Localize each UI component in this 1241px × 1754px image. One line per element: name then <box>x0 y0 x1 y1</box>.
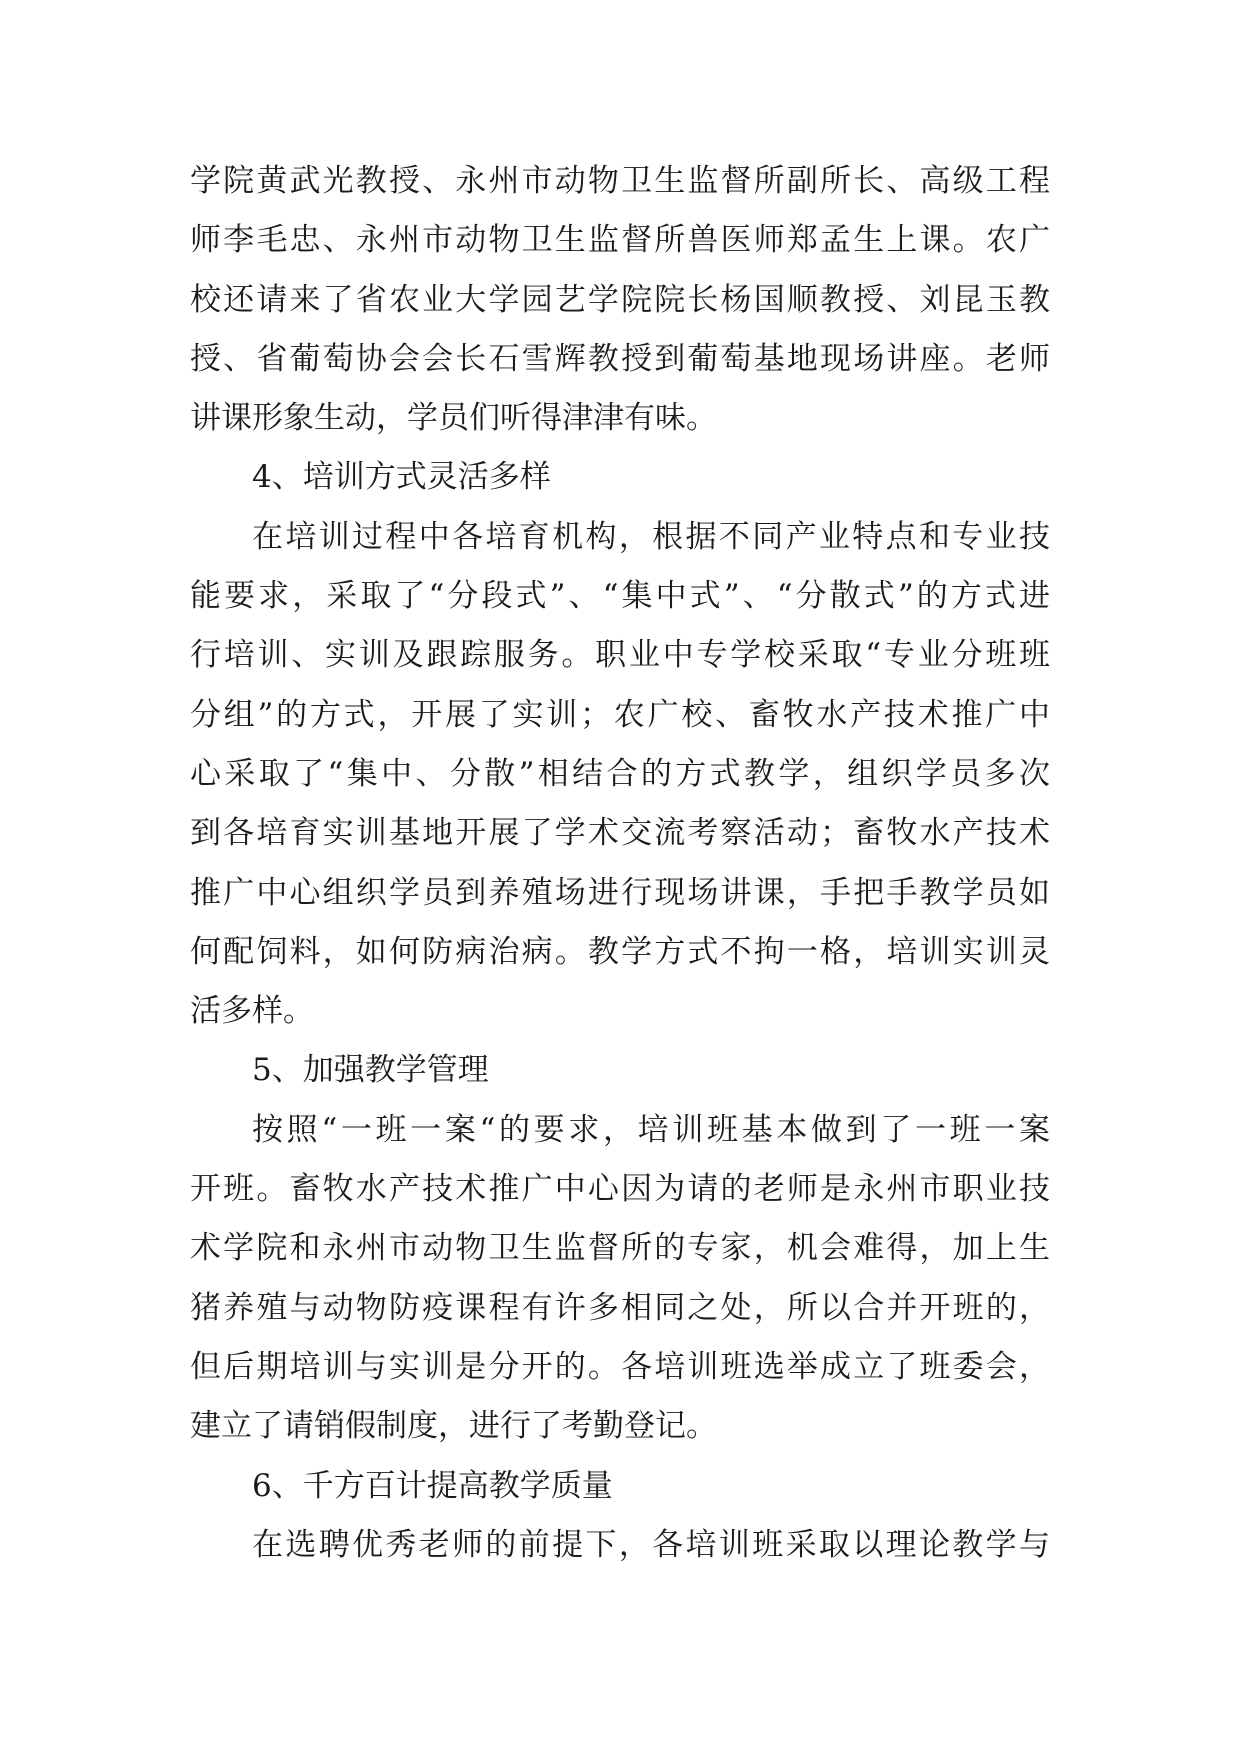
paragraph-teaching-quality <box>190 1516 1050 1575</box>
text-line: 在选聘优秀老师的前提下，各培训班采取以理论教学与 <box>252 1526 1050 1563</box>
text-line: 但后期培训与实训是分开的。各培训班选举成立了班委会， <box>190 1348 1050 1385</box>
text-line: 开班。畜牧水产技术推广中心因为请的老师是永州市职业技 <box>190 1171 1050 1208</box>
document-body <box>190 152 1050 1575</box>
text-line: 猪养殖与动物防疫课程有许多相同之处，所以合并开班的， <box>190 1289 1050 1326</box>
section-heading-5 <box>190 1041 1050 1100</box>
text-line: 在培训过程中各培育机构，根据不同产业特点和专业技 <box>252 518 1050 555</box>
text-line: 建立了请销假制度，进行了考勤登记。 <box>190 1408 717 1445</box>
text-line: 能要求，采取了“分段式”、“集中式”、“分散式”的方式进 <box>190 578 1050 615</box>
section-heading-4 <box>190 448 1050 507</box>
paragraph-teaching-management <box>190 1101 1050 1457</box>
text-line: 学院黄武光教授、永州市动物卫生监督所副所长、高级工程 <box>190 163 1050 199</box>
text-line: 授、省葡萄协会会长石雪辉教授到葡萄基地现场讲座。老师 <box>190 340 1050 377</box>
heading-text: 4、培训方式灵活多样 <box>252 459 551 496</box>
paragraph-continuation <box>190 152 1050 448</box>
text-line: 校还请来了省农业大学园艺学院院长杨国顺教授、刘昆玉教 <box>190 281 1050 318</box>
paragraph-training-methods <box>190 508 1050 1042</box>
text-line: 活多样。 <box>190 993 314 1030</box>
text-line: 术学院和永州市动物卫生监督所的专家，机会难得，加上生 <box>190 1230 1050 1267</box>
text-line: 讲课形象生动，学员们听得津津有味。 <box>190 400 717 437</box>
heading-text: 5、加强教学管理 <box>252 1052 489 1089</box>
text-line: 何配饲料，如何防病治病。教学方式不拘一格，培训实训灵 <box>190 933 1050 970</box>
text-line: 师李毛忠、永州市动物卫生监督所兽医师郑孟生上课。农广 <box>190 222 1050 259</box>
text-line: 行培训、实训及跟踪服务。职业中专学校采取“专业分班班 <box>190 637 1050 674</box>
text-line: 按照“一班一案“的要求，培训班基本做到了一班一案 <box>252 1111 1050 1148</box>
text-line: 推广中心组织学员到养殖场进行现场讲课，手把手教学员如 <box>190 874 1050 911</box>
text-line: 心采取了“集中、分散”相结合的方式教学，组织学员多次 <box>190 755 1050 792</box>
heading-text: 6、千方百计提高教学质量 <box>252 1467 613 1504</box>
section-heading-6 <box>190 1457 1050 1516</box>
text-line: 到各培育实训基地开展了学术交流考察活动；畜牧水产技术 <box>190 815 1050 852</box>
text-line: 分组”的方式，开展了实训；农广校、畜牧水产技术推广中 <box>190 696 1050 733</box>
